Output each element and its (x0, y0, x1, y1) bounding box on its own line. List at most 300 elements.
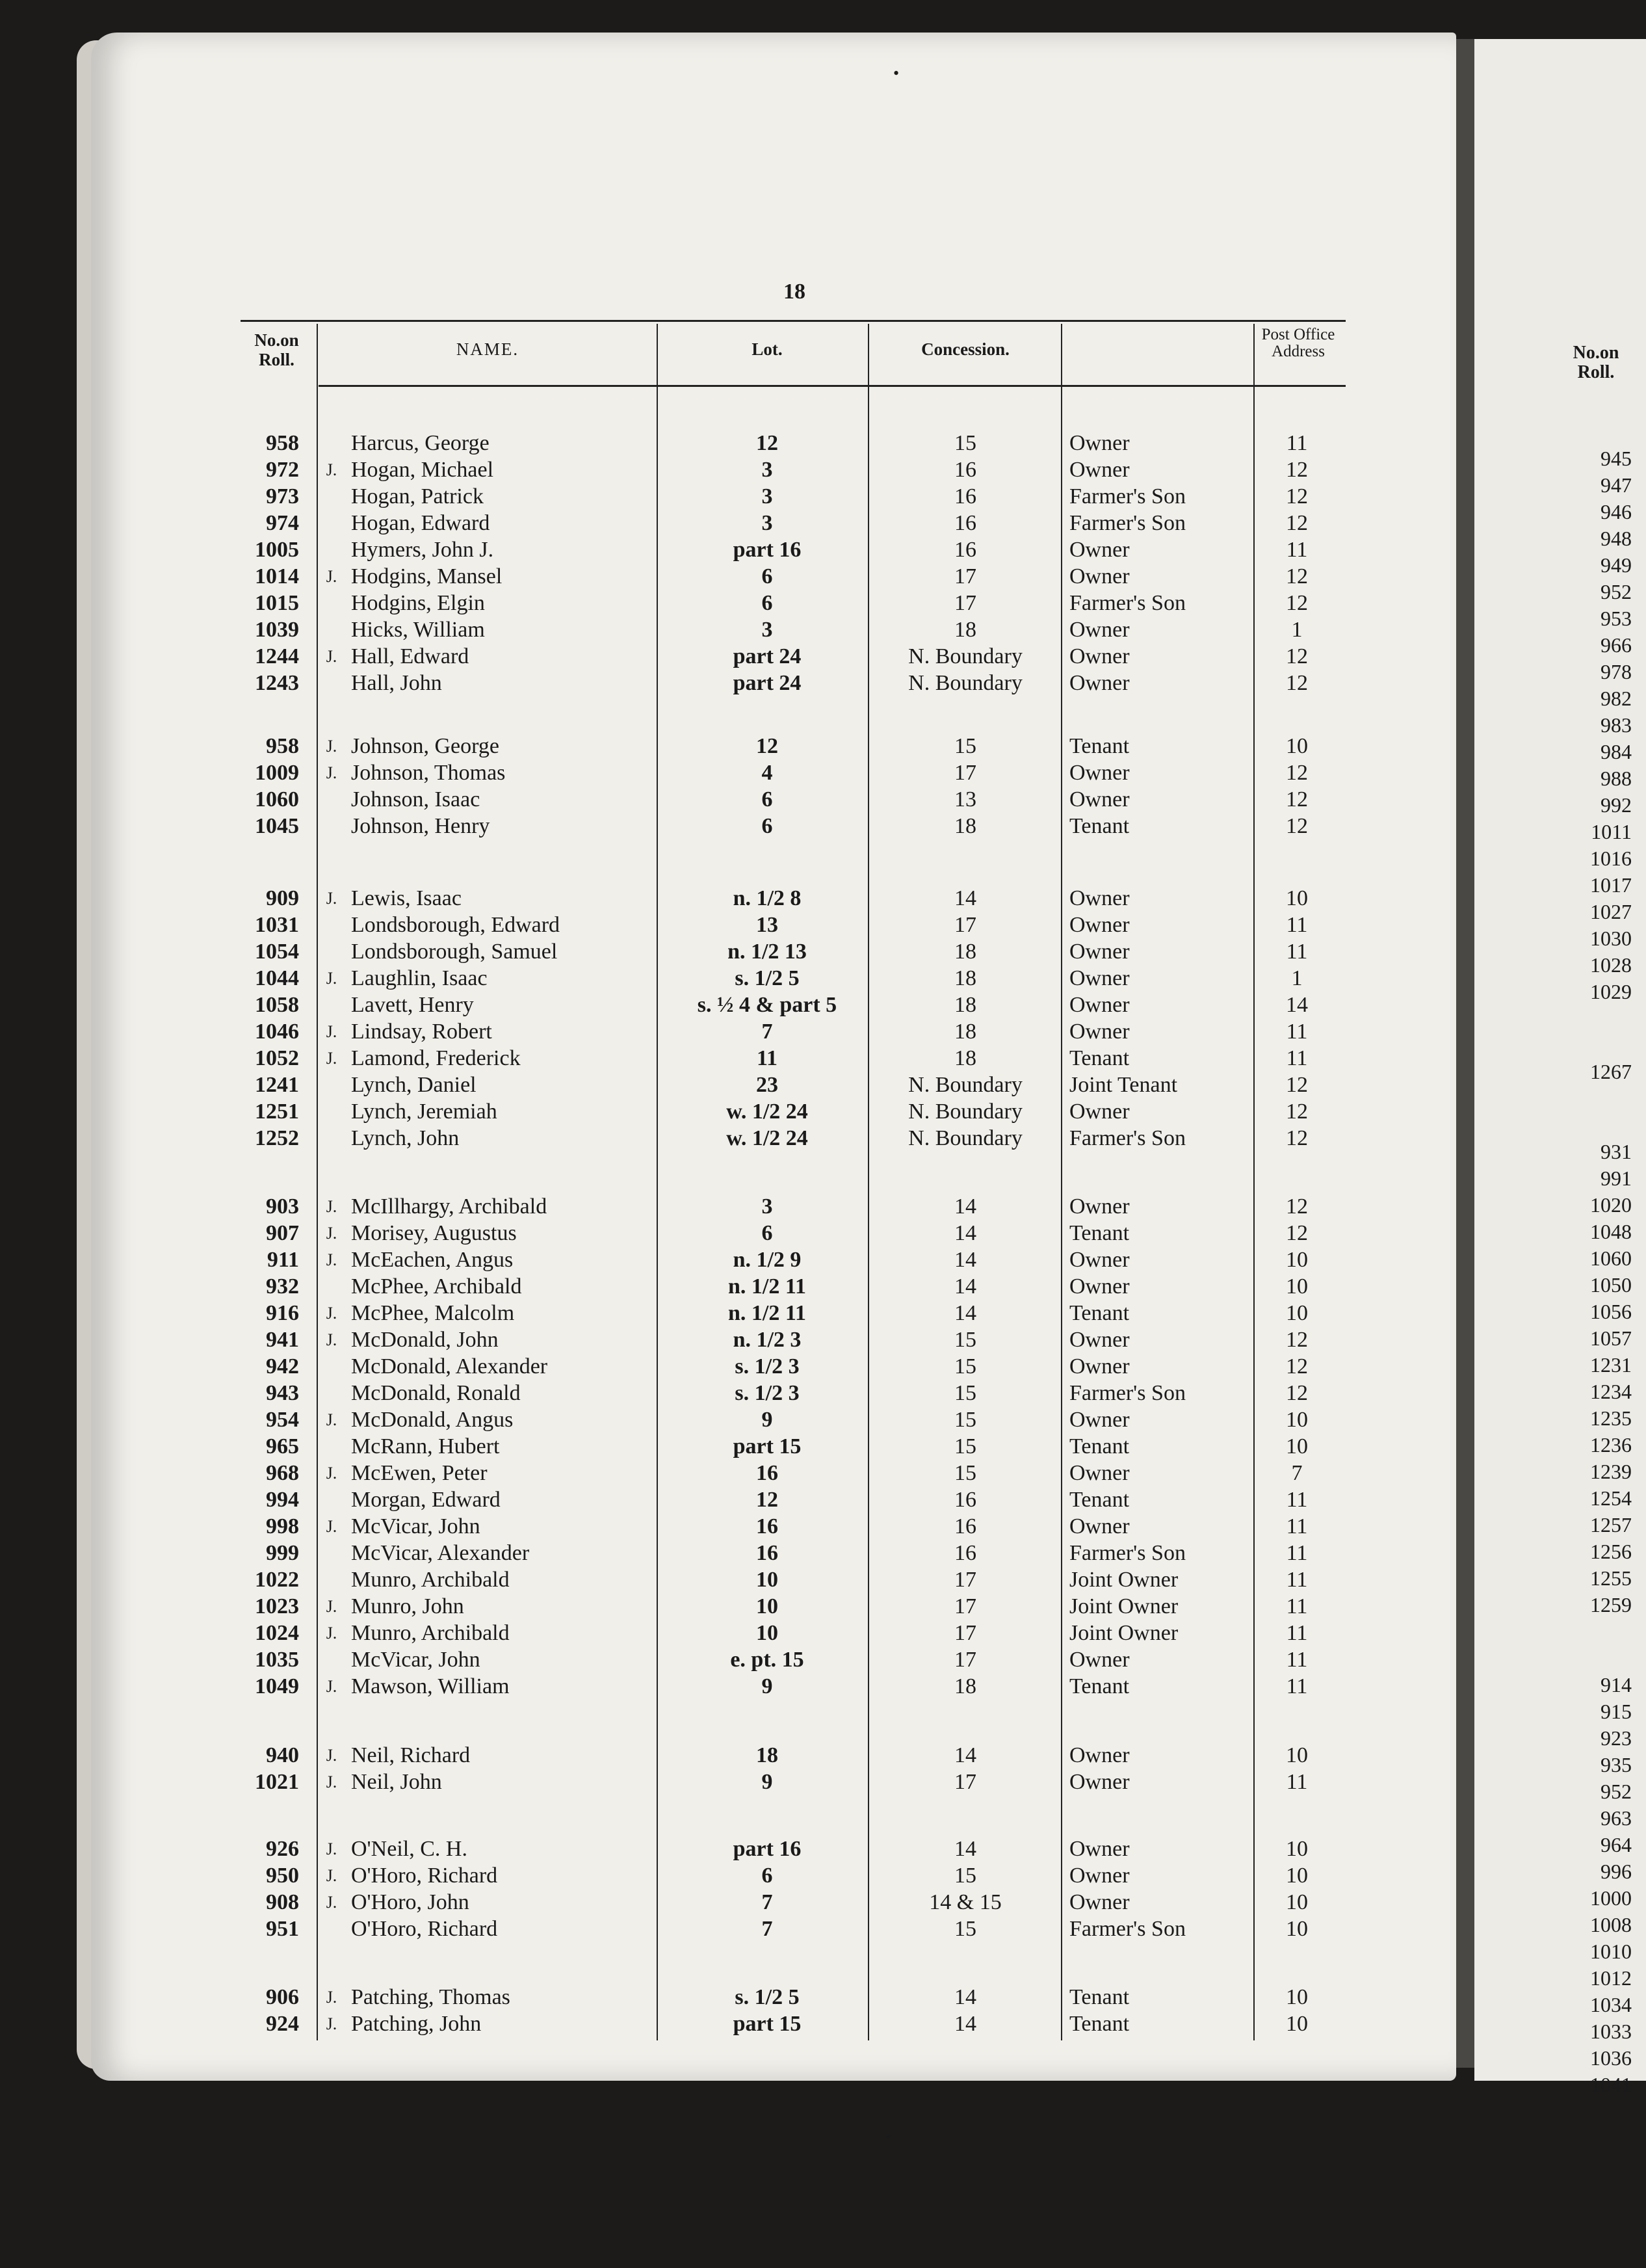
post-office: 11 (1286, 1594, 1308, 1618)
lot: part 24 (733, 671, 802, 695)
post-office: 11 (1286, 1770, 1308, 1794)
concession: 18 (954, 1674, 976, 1698)
lot: 16 (756, 1541, 778, 1565)
concession: 18 (954, 814, 976, 838)
person-name: Neil, Richard (351, 1743, 471, 1767)
next-page-roll-number: 1020 (1590, 1193, 1632, 1217)
person-name: McIllhargy, Archibald (351, 1194, 547, 1219)
person-name: McDonald, Alexander (351, 1354, 548, 1378)
lot: 3 (761, 511, 773, 535)
concession: 18 (954, 940, 976, 964)
status: Tenant (1069, 1674, 1130, 1698)
lot: 9 (761, 1408, 773, 1432)
person-name: Lynch, Daniel (351, 1073, 477, 1097)
table-row (0, 966, 1365, 992)
table-row (0, 590, 1365, 616)
post-office: 10 (1286, 1864, 1308, 1888)
next-page-roll-number: 988 (1600, 767, 1632, 790)
post-office: 10 (1286, 1408, 1308, 1432)
roll-number: 1035 (255, 1648, 299, 1672)
status: Owner (1069, 1194, 1130, 1219)
next-page-roll-number: 914 (1600, 1673, 1632, 1696)
next-page-roll-number: 946 (1600, 500, 1632, 523)
post-office: 12 (1286, 1194, 1308, 1219)
person-name: Neil, John (351, 1770, 442, 1794)
status: Owner (1069, 1461, 1130, 1485)
status: Tenant (1069, 2012, 1130, 2036)
table-row (0, 1743, 1365, 1769)
post-office: 12 (1286, 591, 1308, 615)
lot: 6 (761, 564, 773, 588)
post-office: 11 (1286, 1514, 1308, 1538)
table-row (0, 2011, 1365, 2037)
roll-number: 1044 (255, 966, 299, 990)
status: Owner (1069, 1514, 1130, 1538)
table-row (0, 787, 1365, 813)
concession: 15 (954, 1328, 976, 1352)
post-office: 10 (1286, 1890, 1308, 1914)
status: Owner (1069, 618, 1130, 642)
person-name: Hall, Edward (351, 644, 469, 668)
roll-number: 1046 (255, 1020, 299, 1044)
roll-number: 958 (266, 734, 299, 758)
next-page-roll-number: 1034 (1590, 1993, 1632, 2016)
next-page-roll-number: 1056 (1590, 1300, 1632, 1323)
next-page-roll-number: 1011 (1591, 820, 1632, 843)
roll-number: 911 (267, 1248, 299, 1272)
concession: 17 (954, 1621, 976, 1645)
post-office: 12 (1286, 761, 1308, 785)
post-office: 12 (1286, 484, 1308, 508)
status: Owner (1069, 431, 1130, 455)
roll-number: 1058 (255, 993, 299, 1017)
concession: 14 (954, 1248, 976, 1272)
header-post-office: Post Office Address (1261, 326, 1335, 360)
roll-number: 950 (266, 1864, 299, 1888)
roll-number: 1021 (255, 1770, 299, 1794)
roll-number: 974 (266, 511, 299, 535)
lot: 6 (761, 814, 773, 838)
person-name: Hogan, Patrick (351, 484, 484, 508)
next-page-roll-number: 1254 (1590, 1486, 1632, 1510)
header-roll: No.on Roll. (254, 330, 299, 369)
next-page-roll-number: 966 (1600, 633, 1632, 657)
status: Owner (1069, 913, 1130, 937)
status: Owner (1069, 1743, 1130, 1767)
juror-mark: J. (326, 889, 337, 908)
lot: 16 (756, 1461, 778, 1485)
juror-mark: J. (326, 1464, 337, 1483)
table-row (0, 564, 1365, 590)
lot: n. 1/2 11 (728, 1301, 806, 1325)
person-name: Mawson, William (351, 1674, 510, 1698)
roll-number: 1024 (255, 1621, 299, 1645)
next-page-roll-number: 952 (1600, 580, 1632, 603)
page-number: 18 (783, 280, 805, 304)
concession: N. Boundary (908, 671, 1023, 695)
roll-number: 1031 (255, 913, 299, 937)
concession: 14 (954, 2012, 976, 2036)
table-row (0, 1647, 1365, 1673)
juror-mark: J. (326, 1677, 337, 1696)
next-page-roll-number: 1267 (1590, 1060, 1632, 1083)
status: Farmer's Son (1069, 511, 1186, 535)
juror-mark: J. (326, 1866, 337, 1885)
next-page-roll-number: 1028 (1590, 953, 1632, 977)
post-office: 12 (1286, 1328, 1308, 1352)
juror-mark: J. (326, 1022, 337, 1041)
next-page-roll-number: 1234 (1590, 1380, 1632, 1403)
next-page-roll-number: 1008 (1590, 1913, 1632, 1936)
status: Owner (1069, 886, 1130, 910)
concession: 17 (954, 1770, 976, 1794)
roll-number: 924 (266, 2012, 299, 2036)
person-name: Harcus, George (351, 431, 490, 455)
table-row (0, 733, 1365, 759)
person-name: Munro, John (351, 1594, 464, 1618)
table-row (0, 1434, 1365, 1460)
next-page-header: No.on Roll. (1573, 343, 1619, 382)
status: Owner (1069, 1248, 1130, 1272)
status: Farmer's Son (1069, 1541, 1186, 1565)
next-page-roll-number: 1029 (1590, 980, 1632, 1003)
roll-number: 994 (266, 1488, 299, 1512)
table-row (0, 912, 1365, 938)
lot: 10 (756, 1594, 778, 1618)
lot: n. 1/2 3 (733, 1328, 802, 1352)
lot: 12 (756, 734, 778, 758)
roll-number: 951 (266, 1917, 299, 1941)
table-row (0, 813, 1365, 839)
post-office: 10 (1286, 1301, 1308, 1325)
person-name: Londsborough, Edward (351, 913, 560, 937)
post-office: 10 (1286, 1917, 1308, 1941)
post-office: 11 (1286, 1648, 1308, 1672)
concession: 13 (954, 787, 976, 811)
roll-number: 972 (266, 458, 299, 482)
concession: 14 (954, 1221, 976, 1245)
status: Owner (1069, 538, 1130, 562)
status: Owner (1069, 1274, 1130, 1299)
person-name: McRann, Hubert (351, 1434, 500, 1458)
concession: 14 (954, 1743, 976, 1767)
juror-mark: J. (326, 1988, 337, 2007)
next-page-roll-number: 1016 (1590, 847, 1632, 870)
next-page-roll-number: 983 (1600, 713, 1632, 737)
person-name: Johnson, Henry (351, 814, 490, 838)
concession: 14 (954, 1301, 976, 1325)
lot: w. 1/2 24 (726, 1100, 808, 1124)
next-page-roll-number: 1259 (1590, 1593, 1632, 1616)
lot: 9 (761, 1674, 773, 1698)
table-row (0, 886, 1365, 912)
next-page-roll-number: 992 (1600, 793, 1632, 817)
status: Owner (1069, 940, 1130, 964)
concession: 14 (954, 1985, 976, 2009)
post-office: 12 (1286, 564, 1308, 588)
roll-number: 1005 (255, 538, 299, 562)
table-row (0, 1380, 1365, 1406)
juror-mark: J. (326, 1049, 337, 1068)
person-name: Lindsay, Robert (351, 1020, 492, 1044)
roll-number: 1015 (255, 591, 299, 615)
table-row (0, 1460, 1365, 1486)
juror-mark: J. (326, 1597, 337, 1616)
post-office: 10 (1286, 1274, 1308, 1299)
juror-mark: J. (326, 1893, 337, 1912)
lot: n. 1/2 13 (727, 940, 807, 964)
lot: s. ½ 4 & part 5 (697, 993, 837, 1017)
lot: n. 1/2 11 (728, 1274, 806, 1299)
lot: 9 (761, 1770, 773, 1794)
table-row (0, 1274, 1365, 1300)
person-name: Hogan, Michael (351, 458, 494, 482)
person-name: Patching, John (351, 2012, 482, 2036)
status: Farmer's Son (1069, 591, 1186, 615)
status: Owner (1069, 671, 1130, 695)
lot: 6 (761, 1864, 773, 1888)
next-page-roll-number: 1236 (1590, 1433, 1632, 1457)
post-office: 7 (1291, 1461, 1303, 1485)
status: Owner (1069, 644, 1130, 668)
lot: w. 1/2 24 (726, 1126, 808, 1150)
concession: 16 (954, 1514, 976, 1538)
concession: 16 (954, 1488, 976, 1512)
lot: 11 (756, 1046, 778, 1070)
juror-mark: J. (326, 647, 337, 666)
roll-number: 1022 (255, 1568, 299, 1592)
status: Owner (1069, 1770, 1130, 1794)
next-page-roll-number: 945 (1600, 447, 1632, 470)
person-name: McDonald, John (351, 1328, 499, 1352)
table-row (0, 1126, 1365, 1152)
lot: 12 (756, 1488, 778, 1512)
lot: 3 (761, 484, 773, 508)
next-page-roll-number: 1036 (1590, 2046, 1632, 2070)
header-top-rule (241, 320, 1346, 322)
lot: s. 1/2 3 (735, 1354, 800, 1378)
table-row (0, 1072, 1365, 1098)
table-row (0, 1594, 1365, 1620)
post-office: 12 (1286, 1381, 1308, 1405)
person-name: O'Horo, John (351, 1890, 469, 1914)
post-office: 11 (1286, 1020, 1308, 1044)
next-page-roll-number: 963 (1600, 1806, 1632, 1830)
table-row (0, 537, 1365, 563)
lot: n. 1/2 9 (733, 1248, 802, 1272)
status: Joint Owner (1069, 1594, 1179, 1618)
lot: s. 1/2 5 (735, 966, 800, 990)
table-row (0, 1046, 1365, 1072)
table-row (0, 1769, 1365, 1795)
post-office: 10 (1286, 1743, 1308, 1767)
status: Owner (1069, 1864, 1130, 1888)
table-row (0, 1674, 1365, 1700)
next-page-roll-number: 1239 (1590, 1460, 1632, 1483)
next-page-roll-number: 1048 (1590, 1220, 1632, 1243)
next-page-roll-number: 931 (1600, 1140, 1632, 1163)
concession: 15 (954, 1917, 976, 1941)
roll-number: 943 (266, 1381, 299, 1405)
post-office: 11 (1286, 431, 1308, 455)
person-name: McVicar, John (351, 1648, 480, 1672)
concession: 17 (954, 591, 976, 615)
concession: 17 (954, 1594, 976, 1618)
roll-number: 998 (266, 1514, 299, 1538)
post-office: 12 (1286, 1354, 1308, 1378)
concession: N. Boundary (908, 644, 1023, 668)
next-page-roll-number: 953 (1600, 607, 1632, 630)
concession: 14 & 15 (929, 1890, 1002, 1914)
next-page-roll-number: 1060 (1590, 1246, 1632, 1270)
next-page-roll-number: 1256 (1590, 1540, 1632, 1563)
post-office: 11 (1286, 1674, 1308, 1698)
status: Owner (1069, 787, 1130, 811)
post-office: 11 (1286, 1488, 1308, 1512)
lot: s. 1/2 3 (735, 1381, 800, 1405)
juror-mark: J. (326, 1839, 337, 1858)
next-page-roll-number: 935 (1600, 1753, 1632, 1776)
concession: N. Boundary (908, 1100, 1023, 1124)
post-office: 12 (1286, 1126, 1308, 1150)
next-page-roll-number: 978 (1600, 660, 1632, 683)
roll-number: 1243 (255, 671, 299, 695)
roll-number: 999 (266, 1541, 299, 1565)
person-name: Hodgins, Elgin (351, 591, 485, 615)
post-office: 11 (1286, 940, 1308, 964)
roll-number: 916 (266, 1301, 299, 1325)
concession: 16 (954, 511, 976, 535)
person-name: McEwen, Peter (351, 1461, 488, 1485)
person-name: Lynch, John (351, 1126, 460, 1150)
next-page-roll-number: 915 (1600, 1700, 1632, 1723)
table-row (0, 457, 1365, 483)
table-row (0, 510, 1365, 536)
person-name: Lewis, Isaac (351, 886, 462, 910)
juror-mark: J. (326, 2014, 337, 2033)
table-row (0, 1300, 1365, 1326)
table-row (0, 1099, 1365, 1125)
roll-number: 932 (266, 1274, 299, 1299)
status: Owner (1069, 1890, 1130, 1914)
table-row (0, 1514, 1365, 1540)
table-row (0, 670, 1365, 696)
lot: part 16 (733, 538, 802, 562)
lot: 7 (761, 1917, 773, 1941)
person-name: Lynch, Jeremiah (351, 1100, 497, 1124)
person-name: O'Horo, Richard (351, 1864, 498, 1888)
post-office: 12 (1286, 671, 1308, 695)
concession: 18 (954, 1020, 976, 1044)
lot: 10 (756, 1621, 778, 1645)
status: Farmer's Son (1069, 1126, 1186, 1150)
table-row (0, 1984, 1365, 2011)
next-page-roll-number: 1010 (1590, 1940, 1632, 1963)
post-office: 12 (1286, 511, 1308, 535)
table-row (0, 992, 1365, 1018)
roll-number: 1039 (255, 618, 299, 642)
person-name: McEachen, Angus (351, 1248, 514, 1272)
post-office: 10 (1286, 1434, 1308, 1458)
post-office: 12 (1286, 1100, 1308, 1124)
concession: 17 (954, 564, 976, 588)
person-name: Johnson, Isaac (351, 787, 480, 811)
post-office: 10 (1286, 886, 1308, 910)
roll-number: 1023 (255, 1594, 299, 1618)
next-page-roll-number: 1231 (1590, 1353, 1632, 1377)
roll-number: 958 (266, 431, 299, 455)
lot: s. 1/2 5 (735, 1985, 800, 2009)
lot: 6 (761, 787, 773, 811)
next-page-roll-number: 948 (1600, 527, 1632, 550)
concession: 18 (954, 966, 976, 990)
concession: 16 (954, 538, 976, 562)
table-row (0, 1916, 1365, 1942)
concession: 17 (954, 913, 976, 937)
next-page-roll-number: 1012 (1590, 1966, 1632, 1990)
status: Owner (1069, 1328, 1130, 1352)
roll-number: 1049 (255, 1674, 299, 1698)
juror-mark: J. (326, 1330, 337, 1349)
status: Owner (1069, 993, 1130, 1017)
table-row (0, 1620, 1365, 1646)
concession: 15 (954, 1434, 976, 1458)
status: Tenant (1069, 1985, 1130, 2009)
status: Tenant (1069, 1301, 1130, 1325)
status: Owner (1069, 458, 1130, 482)
lot: 3 (761, 1194, 773, 1219)
status: Tenant (1069, 1221, 1130, 1245)
concession: 16 (954, 458, 976, 482)
status: Owner (1069, 1408, 1130, 1432)
next-page-roll-number: 1027 (1590, 900, 1632, 923)
person-name: Munro, Archibald (351, 1568, 510, 1592)
book-spine (1456, 39, 1474, 2068)
juror-mark: J. (326, 1250, 337, 1269)
next-page-roll-number: 947 (1600, 473, 1632, 497)
table-row (0, 1540, 1365, 1566)
roll-number: 1054 (255, 940, 299, 964)
next-page-roll-number: 923 (1600, 1726, 1632, 1750)
juror-mark: J. (326, 460, 337, 479)
person-name: Hodgins, Mansel (351, 564, 503, 588)
concession: N. Boundary (908, 1073, 1023, 1097)
concession: 14 (954, 1837, 976, 1861)
concession: 15 (954, 734, 976, 758)
post-office: 11 (1286, 1621, 1308, 1645)
lot: 3 (761, 618, 773, 642)
roll-number: 1252 (255, 1126, 299, 1150)
status: Owner (1069, 1354, 1130, 1378)
roll-number: 1244 (255, 644, 299, 668)
lot: 12 (756, 431, 778, 455)
roll-number: 941 (266, 1328, 299, 1352)
concession: 15 (954, 1408, 976, 1432)
header-concession: Concession. (921, 339, 1010, 359)
table-row (0, 1019, 1365, 1045)
person-name: McPhee, Archibald (351, 1274, 522, 1299)
post-office: 12 (1286, 644, 1308, 668)
table-row (0, 760, 1365, 786)
header-lot: Lot. (751, 339, 783, 359)
status: Joint Owner (1069, 1621, 1179, 1645)
table-row (0, 1247, 1365, 1273)
table-row (0, 430, 1365, 456)
lot: 16 (756, 1514, 778, 1538)
binding-mark-bottom: • (885, 2128, 892, 2146)
next-page-roll-number: 1030 (1590, 927, 1632, 950)
concession: 14 (954, 886, 976, 910)
